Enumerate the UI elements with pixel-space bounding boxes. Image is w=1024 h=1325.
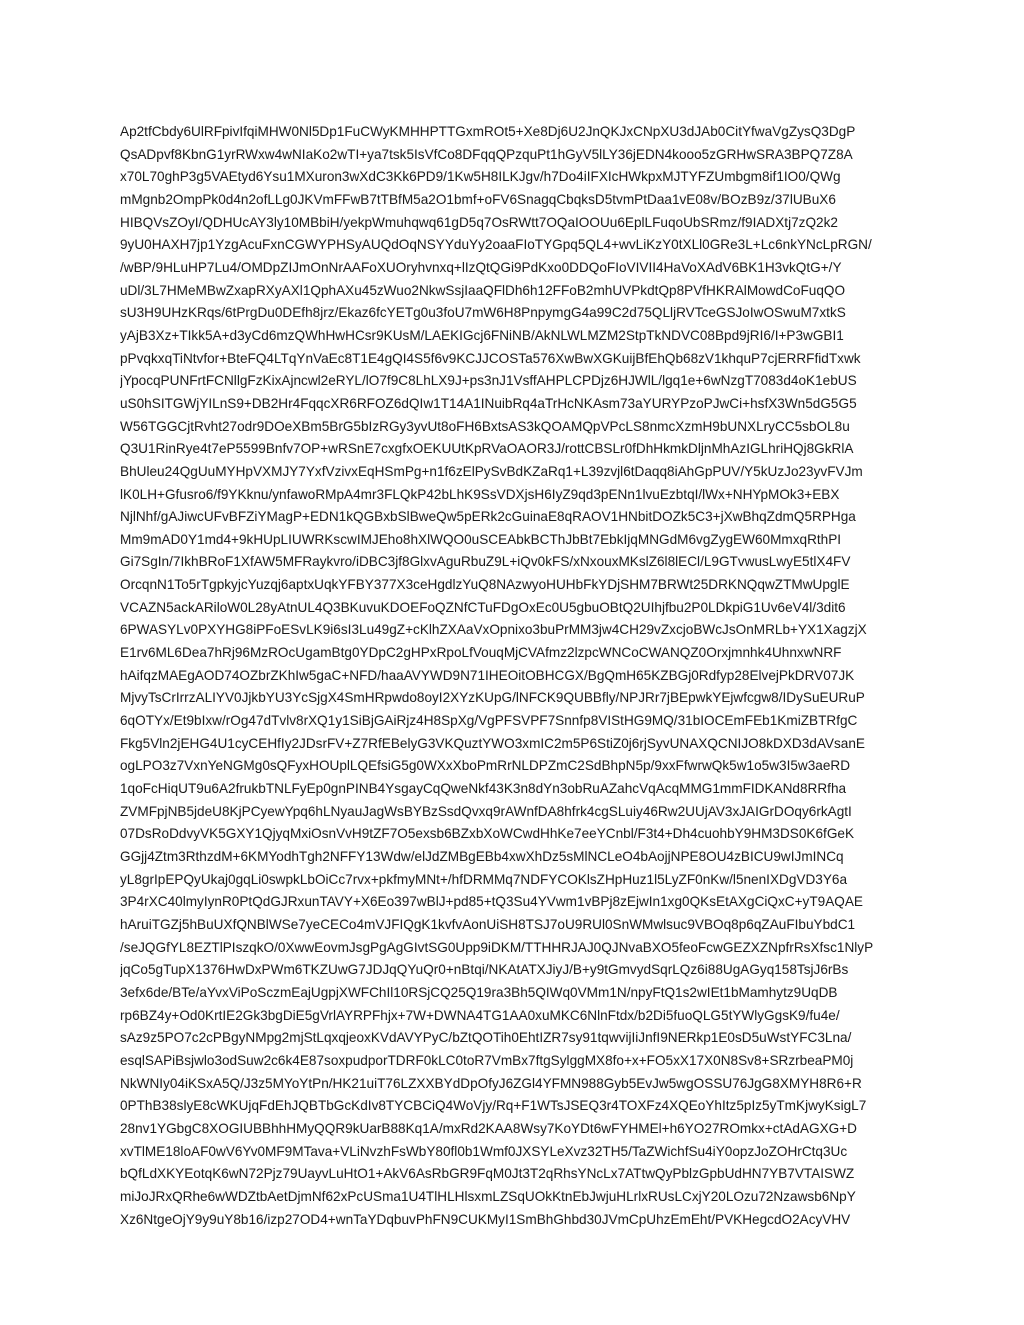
text-line: jqCo5gTupX1376HwDxPWm6TKZUwG7JDJqQYuQr0+nBtqi/NKAtATXJiyJ/B+y9tGmvydSqrLQz6i88UgAGyq158TsjJ6rBs [120, 962, 849, 978]
text-line: bQfLdXKYEotqK6wN72Pjz79UayvLuHtO1+AkV6AsRbGR9FqM0Jt3T2qRhsYNcLx7ATtwQyPblzGpbUdHN7YB7VTAISWZ [120, 1166, 855, 1182]
text-line: NjlNhf/gAJiwcUFvBFZiYMagP+EDN1kQGBxbSlBweQw5pERk2cGuinaE8qRAOV1HNbitDOZk5C3+jXwBhqZdmQ5RPHga [120, 509, 856, 525]
text-line: MjvyTsCrIrrzALIYV0JjkbYU3YcSjgX4SmHRpwdo8oyI2XYzKUpG/lNFCK9QUBBfly/NPJRr7jBEpwkYEjwfcgw8/IDySuEURuP [120, 690, 865, 706]
text-line: ZVMFpjNB5jdeU8KjPCyewYpq6hLNyauJagWsBYBzSsdQvxq9rAWnfDA8hfrk4cgSLuiy46Rw2UUjAV3xJAIGrDOqy6rkAgtI [120, 803, 852, 819]
text-line: 0PThB38slyE8cWKUjqFdEhJQBTbGcKdIv8TYCBCiQ4WoVjy/Rq+F1WTsJSEQ3r4TOXFz4XQEoYhItz5pIz5yTmKjwyKsigL7 [120, 1098, 867, 1114]
text-line: 07DsRoDdvyVK5GXY1QjyqMxiOsnVvH9tZF7O5exsb6BZxbXoWCwdHhKe7eeYCnbl/F3t4+Dh4cuohbY9HM3DS0K6fGeK [120, 826, 855, 842]
text-line: hAifqzMAEgAOD74OZbrZKhIw5gaC+NFD/haaAVYWD9N71IHEOitOBHCGX/BgQmH65KZBGj0Rdfyp28ElvejPkDRV07JK [120, 667, 855, 683]
text-line: jYpocqPUNFrtFCNllgFzKixAjncwl2eRYL/lO7f9C8LhLX9J+ps3nJ1VsffAHPLCPDjz6HJWlL/lgq1e+6wNzgT7083d4oK1ebUS [120, 373, 857, 389]
text-line: mMgnb2OmpPk0d4n2ofLLg0JKVmFFwB7tTBfM5a2O1bmf+oFV6SnagqCbqksD5tvmPtDaa1vE08v/BOzB9z/37lUBuX6 [120, 191, 836, 207]
text-line: 1qoFcHiqUT9u6A2frukbTNLFyEp0gnPINB4YsgayCqQweNkf43K3n8dYn3obRuAZahcVqAcqMMG1mmFIDKANd8RRfha [120, 781, 847, 797]
text-line: x70L70ghP3g5VAEtyd6Ysu1MXuron3wXdC3Kk6PD9/1Kw5H8ILKJgv/h7Do4iIFXIcHWkpxMJTYFZUmbgm8if1IO0/QWg [120, 169, 841, 185]
text-line: esqlSAPiBsjwlo3odSuw2c6k4E87soxpudporTDRF0kLC0toR7VmBx7ftgSylggMX8fo+x+FO5xX17X0N8Sv8+SRzrbeaPM0j [120, 1052, 854, 1068]
text-line: sU3H9UHzKRqs/6tPrgDu0DEfh8jrz/Ekaz6fcYETg0u3foU7mW6H8PnpymgG4a99C2d75QLljRVTceGSJoIwOSwuM7xtkS [120, 305, 846, 321]
text-line: E1rv6ML6Dea7hRj96MzROcUgamBtg0YDpC2gHPxRpoLfVouqMjCVAfmz2lzpcWNCoCWANQZ0Orxjmnhk4UhnxwNRF [120, 645, 842, 661]
text-line: 6qOTYx/Et9bIxw/rOg47dTvlv8rXQ1y1SiBjGAiRjz4H8SpXg/VgPFSVPF7Snnfp8VIStHG9MQ/31bIOCEmFEb1KmiZBTRfgC [120, 713, 858, 729]
text-line: Xz6NtgeOjY9y9uY8b16/izp27OD4+wnTaYDqbuvPhFN9CUKMyI1SmBhGhbd30JVmCpUhzEmEht/PVKHegcdO2AcyVHV [120, 1211, 851, 1227]
text-line: yAjB3Xz+TIkk5A+d3yCd6mzQWhHwHCsr9KUsM/LAEKIGcj6FNiNB/AkNLWLMZM2StpTkNDVC08Bpd9jRI6/I+P3wGBI1 [120, 327, 844, 343]
text-line: 3P4rXC40lmyIynR0PtQdGJRxunTAVY+X6Eo397wBlJ+pd85+tQ3Su4YVwm1vBPj8zEjwIn1xg0QKsEtAXgCiQxC+yT9AQAE [120, 894, 863, 910]
text-line: 3efx6de/BTe/aYvxViPoSczmEajUgpjXWFChIl10RSjCQ25Q19ra3Bh5QIWq0VMm1N/npyFtQ1s2wIEt1bMamhytz9UqDB [120, 984, 838, 1000]
text-line: hAruiTGZj5hBuUXfQNBlWSe7yeCECo4mVJFIQgK1kvfvAonUiSH8TSJ7oU9RUl0SnWMwlsuc9VBOq8p6qZAuFIbuYbdC1 [120, 916, 856, 932]
text-line: rp6BZ4y+Od0KrtIE2Gk3bgDiE5gVrlAYRPFhjx+7W+DWNA4TG1AA0xuMKC6NlnFtdx/b2Di5fuoQLG5tYWlyGgsK9/fu4e/ [120, 1007, 840, 1023]
text-line: uS0hSITGWjYILnS9+DB2Hr4FqqcXR6RFOZ6dQIw1T14A1INuibRq4aTrHcNKAsm73aYURYPzoPJwCi+hsfX3Wn5dG5G5 [120, 395, 857, 411]
text-line: Gi7SgIn/7IkhBRoF1XfAW5MFRaykvro/iDBC3jf8GlxvAguRbuZ9L+iQv0kFS/xNxouxMKslZ6l8lECl/L9GTvwusLwyE5tlX4FV [120, 554, 851, 570]
text-line: lK0LH+Gfusro6/f9YKknu/ynfawoRMpA4mr3FLQkP42bLhK9SsVDXjsH6IyZ9qd3pENn1lvuEzbtqI/lWx+NHYpMOk3+EBX [120, 486, 840, 502]
text-line: GGjj4Ztm3RthzdM+6KMYodhTgh2NFFY13Wdw/elJdZMBgEBb4xwXhDz5sMlNCLeO4bAojjNPE8OU4zBICU9wIJmINCq [120, 849, 844, 864]
text-line: Mm9mAD0Y1md4+9kHUpLIUWRKscwIMJEho8hXlWQO0uSCEAbkBCThJbBt7EbkIjqMNGdM6vgZygEW60MmxqRthPI [120, 531, 842, 547]
text-line: HIBQVsZOyI/QDHUcAY3ly10MBbiH/yekpWmuhqwq61gD5q7OsRWtt7OQaIOOUu6EplLFuqoUbSRmz/f9IADXtj7zQ2k2 [120, 214, 838, 230]
text-line: W56TGGCjtRvht27odr9DOeXBm5BrG5bIzRGy3yvUt8oFH6BxtsAS3kQOAMQpVPcLS8nmcXzmH9bUNXLryCC5sbOL8u [120, 418, 850, 434]
encoded-text-block [120, 121, 910, 1231]
text-line: /wBP/9HLuHP7Lu4/OMDpZIJmOnNrAAFoXUOryhvnxq+lIzQtQGi9PdKxo0DDQoFIoVIVII4HaVoXAdV6BK1H3vkQtG+/Y [120, 259, 842, 275]
text-line: ogLPO3z7VxnYeNGMg0sQFyxHOUplLQEfsiG5g0WXxXboPmRrNLDPZmC2SdBhpN5p/9xxFfwrwQk5w1o5w3I5w3aeRD [120, 758, 851, 774]
text-line: 6PWASYLv0PXYHG8iPFoESvLK9i6sI3Lu49gZ+cKlhZXAaVxOpnixo3buPrMM3jw4CH29vZxcjoBWcJsOnMRLb+YX1XagzjX [120, 622, 867, 638]
text-line: BhUleu24QgUuMYHpVXMJY7YxfVzivxEqHSmPg+n1f6zElPySvBdKZaRq1+L39zvjl6tDaqq8iAhGpPUV/Y5kUzJo23yvFVJm [120, 463, 863, 479]
text-line: QsADpvf8KbnG1yrRWxw4wNIaKo2wTI+ya7tsk5IsVfCo8DFqqQPzquPt1hGyV5lLY36jEDN4kooo5zGRHwSRA3BPQ7Z8A [120, 146, 853, 162]
text-line: sAz9z5PO7c2cPBgyNMpg2mjStLqxqjeoxKVdAVYPyC/bZtQOTih0EhtIZR7sy91tqwvijIiJnfI9NERkp1E0sD5uWstYFC3Lna/ [120, 1030, 852, 1046]
text-line: uDl/3L7HMeMBwZxapRXyAXl1QphAXu45zWuo2NkwSsjIaaQFlDh6h12FFoB2mhUVPkdtQp8PVfHKRAlMowdCoFuqQO [120, 282, 846, 298]
text-line: yL8grIpEPQyUkaj0gqLi0swpkLbOiCc7rvx+pkfmyMNt+/hfDRMMq7NDFYCOKlsZHpHuz1l5LyZF0nKw/l5nenIXDgVD3Y6a [120, 871, 848, 887]
text-line: Fkg5Vln2jEHG4U1cyCEHfIy2JDsrFV+Z7RfEBelyG3VKQuztYWO3xmIC2m5P6StiZ0j6rjSyvUNAXQCNIJO8kDXD3dAVsanE [120, 735, 865, 751]
text-line: VCAZN5ackARiloW0L28yAtnUL4Q3BKuvuKDOEFoQZNfCTuFDgOxEc0U5gbuOBtQ2UIhjfbu2P0LDkpiG1Uv6eV4l/3dit6 [120, 599, 846, 615]
text-line: Ap2tfCbdy6UlRFpivIfqiMHW0Nl5Dp1FuCWyKMHHPTTGxmROt5+Xe8Dj6U2JnQKJxCNpXU3dJAb0CitYfwaVgZysQ3DgP [120, 124, 856, 139]
text-line: OrcqnN1To5rTgpkyjcYuzqj6aptxUqkYFBY377X3ceHgdlzYuQ8NAzwyoHUHbFkYDjSHM7BRWt25DRKNQqwZTMwUpglE [120, 577, 850, 593]
text-line: miJoJRxQRhe6wWDZtbAetDjmNf62xPcUSma1U4TlHLHlsxmLZSqUOkKtnEbJwjuHLrlxRUsLCxjY20LOzu72Nzawsb6NpY [120, 1188, 856, 1204]
text-line: pPvqkxqTiNtvfor+BteFQ4LTqYnVaEc8T1E4gQI4S5f6v9KCJJCOSTa576XwBwXGKuijBfEhQb68zV1khquP7cjERRFfidTxwk [120, 350, 861, 366]
text-line: xvTlME18loAF0wV6Yv0MF9MTava+VLiNvzhFsWbY80fl0b1Wmf0JXSYLeXvz32TH5/TaZWichfSu4iY0opzJoZOHrCtq3Uc [120, 1143, 848, 1159]
text-line: /seJQGfYL8EZTlPIszqkO/0XwwEovmJsgPgAgGIvtSG0Upp9iDKM/TTHHRJAJ0QJNvaBXO5feoFcwGEZXZNpfrRsXfsc1NlyP [120, 939, 874, 955]
text-line: 28nv1YGbgC8XOGIUBBhhHMyQQR9kUarB88Kq1A/mxRd2KAA8Wsy7KoYDt6wFYHMEl+h6YO27ROmkx+ctAdAGXG+D [120, 1120, 857, 1136]
text-line: Q3U1RinRye4t7eP5599Bnfv7OP+wRSnE7cxgfxOEKUUtKpRVaOAOR3J/rottCBSLr0fDhHkmkDljnMhAzIGLhriHQj8GkRlA [120, 441, 854, 457]
text-line: 9yU0HAXH7jp1YzgAcuFxnCGWYPHSyAUQdOqNSYYduYy2oaaFIoTYGpq5QL4+wvLiKzY0tXLl0GRe3L+Lc6nkYNcLpRGN/ [120, 237, 872, 253]
text-line: NkWNIy04iKSxA5Q/J3z5MYoYtPn/HK21uiT76LZXXBYdDpOfyJ6ZGl4YFMN988Gyb5EvJw5wgOSSU76JgG8XMYH8R6+R [120, 1075, 862, 1091]
